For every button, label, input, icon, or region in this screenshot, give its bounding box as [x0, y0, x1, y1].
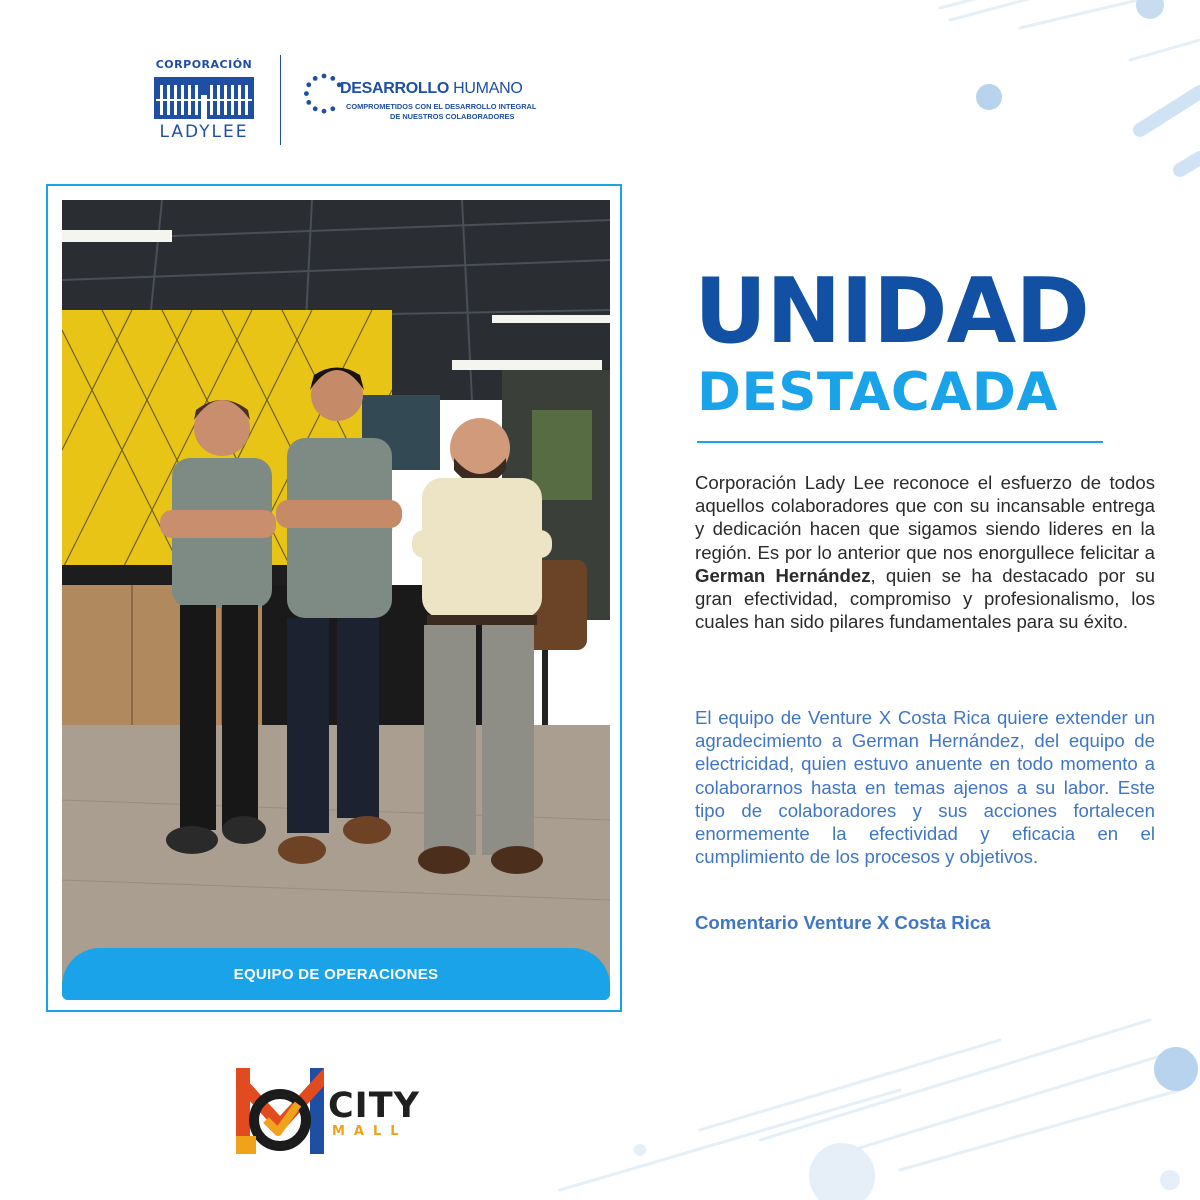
honoree-name: German Hernández — [695, 564, 871, 586]
testimonial-paragraph: El equipo de Venture X Costa Rica quiere extender un agradecimiento a German Hernández, del equipo de electricidad, quien estuvo anuente en todo momento a colaborarnos hasta en temas ajenos a su labor. Este tipo de colaboradores y sus acciones fortalecen enormemente la efectividad y eficacia en el cumplimiento de los procesos y objetivos. — [695, 707, 1155, 868]
desarrollo-humano-subtitle-2: DE NUESTROS COLABORADORES — [390, 112, 515, 121]
recognition-paragraph: Corporación Lady Lee reconoce el esfuerzo de todos aquellos colaboradores que con su incansable entrega y dedicación hacen que sigamos siendo lideres en la región. Es por lo anterior que nos enorgullece felicitar a German Hernández, quien se ha destacado por su gran efectividad, compromiso y profesionalismo, los cuales han sido pilares fundamentales para su éxito. — [695, 472, 1155, 633]
team-photo — [62, 200, 610, 1000]
desarrollo-humano-title: DESARROLLO HUMANO — [340, 80, 523, 97]
city-mall-mark-icon — [236, 1066, 324, 1156]
city-mall-logo — [236, 1066, 436, 1156]
logo-divider — [280, 55, 281, 145]
photo-caption: EQUIPO DE OPERACIONES — [233, 965, 439, 983]
desarrollo-humano-subtitle-1: COMPROMETIDOS CON EL DESARROLLO INTEGRAL — [346, 102, 537, 111]
ladylee-logo-top-text: CORPORACIÓN — [155, 58, 253, 71]
heading-divider — [697, 441, 1103, 443]
ladylee-logo-name: LADYLEE — [159, 122, 249, 142]
ladylee-logo — [148, 58, 260, 142]
heading-destacada: DESTACADA — [697, 362, 1058, 423]
photo-caption-banner — [62, 948, 610, 1000]
desarrollo-humano-logo — [300, 70, 540, 130]
testimonial-signature: Comentario Venture X Costa Rica — [695, 912, 991, 933]
heading-unidad: UNIDAD — [694, 259, 1089, 364]
city-mall-logo-mall: MALL — [332, 1124, 408, 1139]
building-icon — [152, 75, 256, 119]
city-mall-logo-city: CITY — [328, 1086, 420, 1126]
